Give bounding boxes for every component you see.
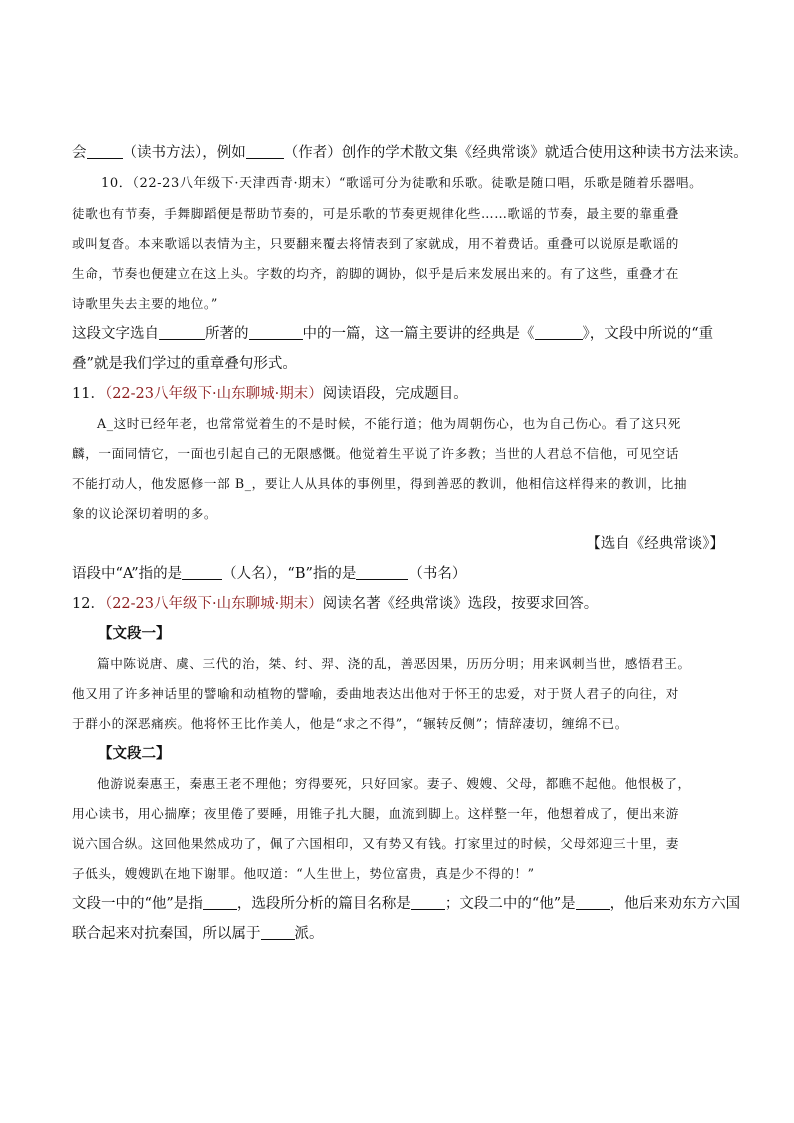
q12-header	[72, 589, 724, 619]
q11-answer-line	[72, 559, 724, 589]
q11-answer-prefix: 语段中“A”指的是	[72, 566, 183, 582]
passage-2-label: 【文段二】	[98, 745, 171, 762]
q10-answer-line-1	[72, 319, 724, 349]
q10-quote-line-5: 诗歌里失去主要的地位。”	[72, 296, 218, 311]
q10-answer-line-2: 叠”就是我们学过的重章叠句形式。	[72, 356, 297, 372]
passage-1-line-1: 篇中陈说唐、虞、三代的治，桀、纣、羿、浇的乱，善恶因果，历历分明；用来讽刺当世，感悟君王。	[97, 656, 691, 671]
q11-quote-line-2: 麟，一面同情它，一面也引起自己的无限感慨。他觉着生平说了许多教；当世的人君总不信他，可见空话	[72, 446, 679, 461]
q11-quote-line-4: 象的议论深切着明的多。	[72, 506, 218, 521]
answer-blank[interactable]	[411, 895, 445, 910]
passage-2-line-4: 子低头，嫂嫂趴在地下谢罪。他叹道：“人生世上，势位富贵，真是少不得的！”	[72, 866, 535, 881]
answer-blank[interactable]	[182, 565, 222, 580]
passage-1-label: 【文段一】	[98, 625, 171, 642]
q11-instruction: 阅读语段，完成题目。	[322, 386, 468, 402]
q10-quote-line-2: 徒歌也有节奏，手舞脚蹈便是帮助节奏的，可是乐歌的节奏更规律化些……歌谣的节奏，最主要的靠重叠	[72, 206, 679, 221]
passage-2-line-2: 用心读书，用心揣摩；夜里倦了要睡，用锥子扎大腿，血流到脚上。这样整一年，他想着成了，便出来游	[72, 806, 679, 821]
answer-blank[interactable]	[356, 565, 408, 580]
q11-answer-suffix: （书名）	[408, 566, 467, 582]
intro-line	[72, 138, 748, 168]
q11-attribution: 【选自《经典常谈》】	[586, 536, 724, 552]
answer-blank[interactable]	[203, 895, 237, 910]
q12-answer-mid1: ，选段所分析的篇目名称是	[236, 896, 411, 912]
q11-number: 11．	[72, 386, 105, 402]
q10-quote-line-1	[72, 168, 724, 199]
intro-mid2: （作者）创作的学术散文集《经典常谈》就适合使用这种读书方法来读。	[283, 145, 748, 161]
answer-blank[interactable]	[576, 895, 610, 910]
passage-1-line-3: 于群小的深恶痛疾。他将怀王比作美人，他是“求之不得”，“辗转反侧”；情辞凄切，缠绵不已。	[72, 716, 628, 731]
answer-blank[interactable]	[249, 325, 303, 340]
q11-header	[72, 379, 724, 409]
passage-2-line-3: 说六国合纵。这回他果然成功了，佩了六国相印，又有势又有钱。打家里过的时候，父母郊迎三十里，妻	[72, 836, 679, 851]
q10-quote-line-3: 或叫复沓。本来歌谣以表情为主，只要翻来覆去将情表到了家就成，用不着费话。重叠可以说原是歌谣的	[72, 236, 679, 251]
intro-prefix: 会	[72, 145, 87, 161]
answer-blank[interactable]	[261, 925, 295, 940]
q12-answer2-prefix: 联合起来对抗秦国，所以属于	[72, 926, 261, 942]
q12-number: 12．	[72, 596, 105, 612]
q12-answer-prefix: 文段一中的“他”是指	[72, 896, 203, 912]
q10-answer-mid3: 》，文段中所说的“重	[582, 326, 714, 342]
q12-answer2-suffix: 派。	[294, 926, 324, 942]
q12-answer-line-2	[72, 919, 724, 949]
answer-blank[interactable]	[246, 144, 284, 159]
q11-quote-line-3: 不能打动人，他发愿修一部 B_，要让人从具体的事例里，得到善恶的教训，他相信这样得来的教训，比抽	[72, 476, 688, 491]
q12-source: （22-23八年级下·山东聊城·期末）	[104, 596, 323, 612]
document-body	[72, 138, 748, 949]
q10-answer-mid1: 所著的	[205, 326, 249, 342]
q10-answer-mid2: 中的一篇，这一篇主要讲的经典是《	[302, 326, 535, 342]
passage-2-line-1: 他游说秦惠王，秦惠王老不理他；穷得要死，只好回家。妻子、嫂嫂、父母，都瞧不起他。他恨极了，	[97, 776, 691, 791]
answer-blank[interactable]	[159, 325, 205, 340]
q10-quote-text: “歌谣可分为徒歌和乐歌。徒歌是随口唱，乐歌是随着乐器唱。	[339, 175, 703, 190]
q10-source: （22-23八年级下·天津西青·期末）	[132, 176, 339, 191]
passage-1-line-2: 他又用了许多神话里的譬喻和动植物的譬喻，委曲地表达出他对于怀王的忠爱，对于贤人君子的向往，对	[72, 686, 679, 701]
q11-quote-line-1: A_这时已经年老，也常常觉着生的不是时候，不能行道；他为周朝伤心，也为自己伤心。看了这只死	[97, 416, 681, 431]
q12-answer-mid2: ；文段二中的“他”是	[444, 896, 576, 912]
answer-blank[interactable]	[535, 325, 583, 340]
q12-answer-suffix: ，他后来劝东方六国	[609, 896, 741, 912]
q12-answer-line-1	[72, 889, 741, 919]
q11-source: （22-23八年级下·山东聊城·期末）	[104, 386, 323, 402]
q10-number: 10．	[101, 176, 133, 191]
answer-blank[interactable]	[87, 144, 123, 159]
q10-answer-prefix: 这段文字选自	[72, 326, 159, 342]
q11-answer-mid: （人名），“B”指的是	[222, 566, 357, 582]
q10-quote-line-4: 生命，节奏也便建立在这上头。字数的均齐，韵脚的调协，似乎是后来发展出来的。有了这些，重叠才在	[72, 266, 679, 281]
intro-mid1: （读书方法），例如	[122, 145, 246, 161]
q12-instruction: 阅读名著《经典常谈》选段，按要求回答。	[322, 596, 599, 612]
